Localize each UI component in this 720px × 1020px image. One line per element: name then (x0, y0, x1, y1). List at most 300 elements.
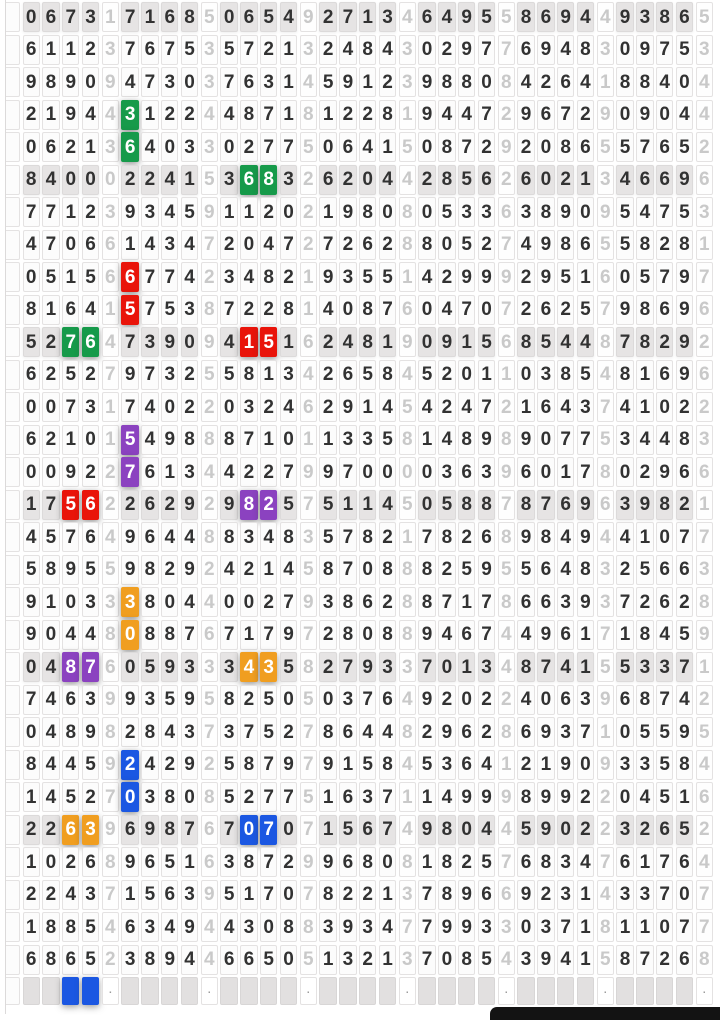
digit-cell: 4 (616, 522, 633, 552)
separator-cell: 7 (597, 847, 614, 877)
digit-cell: 7 (280, 587, 297, 617)
digit-cell: 8 (141, 717, 158, 747)
digit-cell: 5 (82, 945, 99, 975)
digit-cell: 6 (478, 880, 495, 910)
digit-cell: 7 (42, 490, 59, 520)
digit-cell: 0 (181, 782, 198, 812)
digit-cell: 0 (161, 587, 178, 617)
digit-cell: 6 (141, 522, 158, 552)
digit-cell: 6 (478, 522, 495, 552)
digit-cell: 5 (359, 262, 376, 292)
summary-cell (220, 977, 237, 1005)
digit-cell: 7 (121, 35, 138, 65)
digit-cell: 1 (319, 197, 336, 227)
digit-cell: 0 (418, 295, 435, 325)
digit-cell: 2 (260, 197, 277, 227)
clipped-cell (6, 360, 20, 390)
digit-cell: 7 (280, 230, 297, 260)
digit-cell: 9 (23, 587, 40, 617)
digit-cell: 4 (616, 392, 633, 422)
separator-cell: 1 (597, 717, 614, 747)
separator-cell: 2 (597, 815, 614, 845)
digit-cell: 7 (537, 490, 554, 520)
digit-cell: 5 (676, 815, 693, 845)
digit-cell: 2 (82, 197, 99, 227)
summary-separator-cell: . (597, 977, 614, 1005)
digit-cell: 0 (458, 815, 475, 845)
digit-cell: 3 (181, 295, 198, 325)
digit-cell: 9 (141, 815, 158, 845)
separator-cell: 5 (201, 360, 218, 390)
separator-cell: 5 (597, 132, 614, 162)
digit-cell: 5 (418, 360, 435, 390)
digit-cell: 1 (161, 457, 178, 487)
digit-cell: 3 (359, 425, 376, 455)
clipped-cell (6, 652, 20, 682)
digit-cell: 2 (577, 100, 594, 130)
digit-cell: 1 (42, 100, 59, 130)
digit-cell: 2 (181, 392, 198, 422)
digit-cell: 0 (23, 262, 40, 292)
digit-cell: 0 (121, 782, 138, 812)
digit-cell: 8 (537, 522, 554, 552)
digit-cell: 7 (577, 717, 594, 747)
summary-blue-cell (82, 977, 99, 1005)
digit-cell: 5 (339, 815, 356, 845)
digit-cell: 8 (23, 165, 40, 195)
digit-cell: 4 (359, 717, 376, 747)
digit-cell: 0 (359, 165, 376, 195)
digit-cell: 5 (517, 555, 534, 585)
digit-cell: 6 (240, 2, 257, 32)
digit-cell: 1 (220, 197, 237, 227)
separator-cell: 8 (696, 587, 713, 617)
digit-cell: 7 (121, 327, 138, 357)
digit-cell: 4 (517, 67, 534, 97)
digit-cell: 3 (141, 912, 158, 942)
digit-cell: 4 (62, 750, 79, 780)
digit-cell: 6 (517, 847, 534, 877)
digit-cell: 8 (636, 67, 653, 97)
separator-cell: 7 (300, 815, 317, 845)
digit-cell: 4 (339, 327, 356, 357)
digit-cell: 3 (141, 685, 158, 715)
separator-cell: 9 (597, 100, 614, 130)
digit-cell: 4 (220, 555, 237, 585)
digit-cell: 6 (656, 165, 673, 195)
digit-cell: 7 (616, 587, 633, 617)
digit-cell: 7 (478, 392, 495, 422)
digit-cell: 7 (577, 457, 594, 487)
digit-cell: 6 (517, 587, 534, 617)
separator-cell: 5 (399, 132, 416, 162)
digit-cell: 9 (438, 327, 455, 357)
digit-cell: 6 (537, 100, 554, 130)
digit-cell: 9 (62, 555, 79, 585)
separator-cell: 8 (102, 847, 119, 877)
digit-cell: 3 (240, 392, 257, 422)
digit-cell: 4 (438, 295, 455, 325)
separator-cell: 4 (201, 587, 218, 617)
digit-cell: 0 (478, 67, 495, 97)
separator-cell: 0 (102, 165, 119, 195)
digit-cell: 9 (319, 262, 336, 292)
digit-cell: 1 (636, 847, 653, 877)
digit-cell: 9 (517, 100, 534, 130)
digit-cell: 4 (23, 522, 40, 552)
digit-cell: 3 (82, 880, 99, 910)
digit-cell: 0 (280, 945, 297, 975)
digit-cell: 0 (220, 132, 237, 162)
digit-cell: 7 (260, 782, 277, 812)
digit-cell: 2 (359, 945, 376, 975)
digit-cell: 2 (23, 815, 40, 845)
summary-cell (379, 977, 396, 1005)
digit-cell: 3 (616, 815, 633, 845)
digit-cell: 0 (82, 425, 99, 455)
digit-cell: 8 (141, 555, 158, 585)
digit-cell: 3 (577, 392, 594, 422)
digit-cell: 6 (121, 912, 138, 942)
digit-cell: 8 (42, 555, 59, 585)
digit-cell: 1 (616, 912, 633, 942)
digit-cell: 2 (280, 262, 297, 292)
separator-cell: 6 (597, 490, 614, 520)
separator-cell: 1 (498, 360, 515, 390)
clipped-cell (6, 945, 20, 975)
digit-cell: 6 (676, 457, 693, 487)
separator-cell: 6 (498, 327, 515, 357)
digit-cell: 0 (82, 67, 99, 97)
digit-cell: 2 (121, 750, 138, 780)
separator-cell: 3 (597, 587, 614, 617)
digit-cell: 7 (636, 132, 653, 162)
draw-row (6, 847, 713, 877)
digit-cell: 3 (220, 165, 237, 195)
digit-cell: 2 (438, 262, 455, 292)
digit-cell: 2 (478, 685, 495, 715)
digit-cell: 2 (379, 587, 396, 617)
digit-cell: 4 (557, 327, 574, 357)
draw-row (6, 717, 713, 747)
digit-cell: 2 (676, 490, 693, 520)
digit-cell: 8 (359, 295, 376, 325)
digit-cell: 7 (458, 132, 475, 162)
digit-cell: 5 (577, 360, 594, 390)
digit-cell: 1 (379, 327, 396, 357)
digit-cell: 3 (557, 587, 574, 617)
digit-cell: 0 (82, 165, 99, 195)
separator-cell: 9 (102, 67, 119, 97)
separator-cell: 5 (597, 945, 614, 975)
digit-cell: 2 (161, 555, 178, 585)
digit-cell: 8 (379, 100, 396, 130)
digit-cell: 9 (181, 685, 198, 715)
digit-cell: 7 (339, 522, 356, 552)
digit-cell: 9 (577, 522, 594, 552)
digit-cell: 9 (418, 815, 435, 845)
separator-cell: 7 (201, 230, 218, 260)
digit-cell: 2 (438, 685, 455, 715)
digit-cell: 8 (616, 360, 633, 390)
digit-cell: 4 (517, 685, 534, 715)
digit-cell: 7 (121, 392, 138, 422)
digit-cell: 9 (616, 2, 633, 32)
digit-cell: 8 (379, 360, 396, 390)
digit-cell: 7 (339, 555, 356, 585)
digit-cell: 9 (537, 230, 554, 260)
digit-cell: 9 (517, 425, 534, 455)
digit-cell: 1 (517, 392, 534, 422)
digit-cell: 9 (458, 782, 475, 812)
clipped-cell (6, 522, 20, 552)
separator-cell: 5 (498, 2, 515, 32)
digit-cell: 6 (676, 555, 693, 585)
digit-cell: 5 (616, 132, 633, 162)
digit-cell: 9 (636, 100, 653, 130)
clipped-cell (6, 750, 20, 780)
digit-cell: 6 (577, 230, 594, 260)
digit-cell: 9 (121, 685, 138, 715)
digit-cell: 7 (260, 880, 277, 910)
digit-cell: 0 (418, 35, 435, 65)
separator-cell: 7 (696, 262, 713, 292)
digit-cell: 4 (676, 685, 693, 715)
digit-cell: 4 (260, 522, 277, 552)
digit-cell: 4 (220, 100, 237, 130)
digit-cell: 9 (636, 35, 653, 65)
digit-cell: 4 (616, 165, 633, 195)
separator-cell: 3 (696, 555, 713, 585)
separator-cell: 1 (102, 295, 119, 325)
digit-cell: 5 (636, 262, 653, 292)
digit-cell: 4 (557, 555, 574, 585)
separator-cell: 7 (102, 360, 119, 390)
digit-cell: 7 (161, 262, 178, 292)
digit-cell: 4 (42, 717, 59, 747)
digit-cell: 8 (438, 67, 455, 97)
separator-cell: 4 (696, 750, 713, 780)
digit-cell: 0 (23, 457, 40, 487)
separator-cell: 5 (597, 230, 614, 260)
digit-cell: 4 (359, 132, 376, 162)
separator-cell: 7 (201, 717, 218, 747)
separator-cell: 8 (597, 912, 614, 942)
separator-cell: 1 (696, 490, 713, 520)
separator-cell: 2 (696, 685, 713, 715)
digit-cell: 0 (616, 262, 633, 292)
digit-cell: 7 (339, 457, 356, 487)
digit-cell: 5 (260, 685, 277, 715)
separator-cell: 6 (696, 165, 713, 195)
draw-row (6, 750, 713, 780)
digit-cell: 4 (280, 2, 297, 32)
digit-cell: 6 (161, 880, 178, 910)
digit-cell: 1 (280, 67, 297, 97)
digit-cell: 8 (181, 2, 198, 32)
digit-cell: 3 (379, 2, 396, 32)
separator-cell: 2 (300, 230, 317, 260)
summary-blue-cell (62, 977, 79, 1005)
digit-cell: 2 (319, 327, 336, 357)
digit-cell: 6 (458, 717, 475, 747)
digit-cell: 1 (319, 782, 336, 812)
digit-cell: 7 (616, 327, 633, 357)
digit-cell: 0 (62, 165, 79, 195)
summary-separator-cell: . (498, 977, 515, 1005)
digit-cell: 8 (537, 197, 554, 227)
digit-cell: 8 (438, 815, 455, 845)
digit-cell: 8 (379, 555, 396, 585)
digit-cell: 2 (359, 100, 376, 130)
digit-cell: 3 (240, 912, 257, 942)
digit-cell: 0 (280, 815, 297, 845)
digit-cell: 1 (319, 945, 336, 975)
digit-cell: 9 (121, 360, 138, 390)
separator-cell: 2 (498, 100, 515, 130)
digit-cell: 7 (280, 457, 297, 487)
digit-cell: 3 (161, 360, 178, 390)
draw-row (6, 685, 713, 715)
digit-cell: 3 (478, 912, 495, 942)
summary-cell (438, 977, 455, 1005)
digit-cell: 2 (379, 67, 396, 97)
digit-cell: 1 (577, 620, 594, 650)
digit-cell: 0 (676, 67, 693, 97)
digit-cell: 8 (557, 132, 574, 162)
separator-cell: 6 (498, 197, 515, 227)
digit-cell: 2 (82, 360, 99, 390)
digit-cell: 0 (656, 392, 673, 422)
digit-cell: 2 (339, 880, 356, 910)
clipped-cell (6, 685, 20, 715)
digit-cell: 7 (458, 295, 475, 325)
separator-cell: 7 (399, 912, 416, 942)
digit-cell: 8 (42, 67, 59, 97)
digit-cell: 3 (240, 522, 257, 552)
digit-cell: 6 (379, 685, 396, 715)
digit-cell: 9 (82, 717, 99, 747)
digit-cell: 3 (141, 782, 158, 812)
digit-cell: 8 (62, 652, 79, 682)
digit-cell: 4 (676, 100, 693, 130)
digit-cell: 7 (359, 685, 376, 715)
digit-cell: 4 (557, 35, 574, 65)
digit-cell: 1 (181, 165, 198, 195)
digit-cell: 7 (418, 912, 435, 942)
digit-cell: 6 (656, 587, 673, 617)
digit-cell: 2 (478, 717, 495, 747)
digit-cell: 4 (577, 2, 594, 32)
digit-cell: 5 (359, 750, 376, 780)
separator-cell: 4 (399, 360, 416, 390)
digit-cell: 7 (260, 620, 277, 650)
clipped-cell (6, 457, 20, 487)
digit-cell: 8 (517, 652, 534, 682)
digit-cell: 5 (379, 425, 396, 455)
separator-cell: 6 (696, 782, 713, 812)
digit-cell: 7 (240, 35, 257, 65)
digit-cell: 4 (636, 425, 653, 455)
separator-cell: 1 (300, 295, 317, 325)
digit-cell: 3 (616, 490, 633, 520)
digit-cell: 1 (260, 425, 277, 455)
separator-cell: 2 (696, 327, 713, 357)
digit-cell: 2 (280, 717, 297, 747)
number-grid (5, 0, 713, 1014)
digit-cell: 3 (121, 100, 138, 130)
digit-cell: 6 (339, 132, 356, 162)
digit-cell: 1 (280, 100, 297, 130)
digit-cell: 8 (577, 35, 594, 65)
digit-cell: 1 (23, 912, 40, 942)
digit-cell: 8 (181, 425, 198, 455)
digit-cell: 0 (458, 360, 475, 390)
digit-cell: 5 (141, 880, 158, 910)
digit-cell: 2 (319, 360, 336, 390)
digit-cell: 4 (141, 425, 158, 455)
digit-cell: 9 (438, 912, 455, 942)
digit-cell: 4 (458, 392, 475, 422)
digit-cell: 5 (438, 490, 455, 520)
digit-cell: 0 (616, 100, 633, 130)
digit-cell: 2 (339, 165, 356, 195)
separator-cell: 5 (498, 555, 515, 585)
digit-cell: 1 (319, 815, 336, 845)
digit-cell: 9 (161, 652, 178, 682)
summary-cell (23, 977, 40, 1005)
digit-cell: 1 (577, 912, 594, 942)
digit-cell: 8 (359, 197, 376, 227)
digit-cell: 4 (557, 652, 574, 682)
digit-cell: 9 (458, 880, 475, 910)
digit-cell: 8 (62, 912, 79, 942)
separator-cell: 7 (597, 620, 614, 650)
digit-cell: 6 (418, 2, 435, 32)
draw-row (6, 165, 713, 195)
separator-cell: 8 (498, 522, 515, 552)
digit-cell: 3 (438, 457, 455, 487)
digit-cell: 2 (339, 100, 356, 130)
digit-cell: 5 (280, 490, 297, 520)
digit-cell: 3 (82, 587, 99, 617)
digit-cell: 2 (537, 67, 554, 97)
digit-cell: 3 (82, 685, 99, 715)
separator-cell: 4 (300, 67, 317, 97)
digit-cell: 2 (82, 457, 99, 487)
separator-cell: 7 (498, 230, 515, 260)
digit-cell: 1 (537, 750, 554, 780)
digit-cell: 7 (537, 652, 554, 682)
digit-cell: 9 (537, 945, 554, 975)
separator-cell: 2 (498, 392, 515, 422)
digit-cell: 2 (82, 782, 99, 812)
digit-cell: 6 (339, 360, 356, 390)
digit-cell: 7 (181, 815, 198, 845)
separator-cell: 1 (498, 750, 515, 780)
digit-cell: 1 (478, 360, 495, 390)
digit-cell: 8 (438, 880, 455, 910)
digit-cell: 8 (359, 327, 376, 357)
digit-cell: 2 (577, 782, 594, 812)
separator-cell: 6 (102, 262, 119, 292)
summary-cell (517, 977, 534, 1005)
digit-cell: 2 (240, 295, 257, 325)
digit-cell: 4 (42, 782, 59, 812)
digit-cell: 5 (220, 360, 237, 390)
digit-cell: 4 (517, 620, 534, 650)
digit-cell: 0 (616, 457, 633, 487)
